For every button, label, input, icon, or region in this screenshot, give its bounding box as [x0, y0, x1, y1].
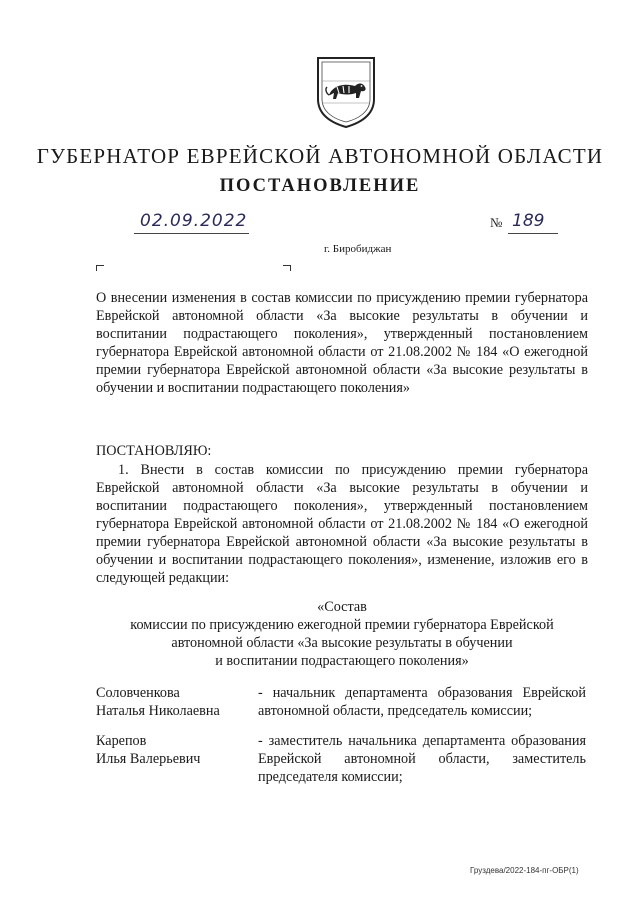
- footer-document-code: Груздева/2022-184-пг-ОБР(1): [470, 866, 579, 875]
- subject-corner-right: [283, 265, 291, 271]
- subject-corner-left: [96, 265, 104, 271]
- issuer-title: ГУБЕРНАТОР ЕВРЕЙСКОЙ АВТОНОМНОЙ ОБЛАСТИ: [36, 144, 604, 168]
- number-label: №: [490, 215, 503, 230]
- document-number: 189: [512, 211, 545, 231]
- composition-heading-line: «Состав: [317, 599, 367, 615]
- member-surname: Карепов: [96, 733, 147, 749]
- city: г. Биробиджан: [324, 243, 392, 255]
- composition-heading: [96, 598, 588, 670]
- date-underline: [134, 233, 249, 234]
- member-surname: Соловченкова: [96, 685, 180, 701]
- composition-heading-line: автономной области «За высокие результаты в обучении: [171, 635, 513, 651]
- composition-heading-line: комиссии по присуждению ежегодной премии губернатора Еврейской: [130, 617, 554, 633]
- member-given-name: Наталья Николаевна: [96, 703, 220, 719]
- member-name: [96, 732, 246, 768]
- member-name: [96, 684, 246, 720]
- document-date: 02.09.2022: [140, 211, 248, 231]
- resolve-heading: ПОСТАНОВЛЯЮ:: [96, 443, 212, 459]
- coat-of-arms-emblem: [315, 55, 377, 129]
- document-type: ПОСТАНОВЛЕНИЕ: [219, 176, 421, 196]
- resolution-item-1: 1. Внести в состав комиссии по присуждению премии губернатора Еврейской автономной области «За высокие результаты в обучении и воспитании подрастающего поколения», утвержденный постановлением губернатора Еврейской автономной области от 21.08.2002 № 184 «О ежегодной премии губернатора Еврейской автономной области «За высокие результаты в обучении и воспитании подрастающего поколения», изменение, изложив его в следующей редакции:: [96, 462, 588, 586]
- composition-heading-line: и воспитании подрастающего поколения»: [215, 653, 469, 669]
- number-underline: [508, 233, 558, 234]
- subject-paragraph: О внесении изменения в состав комиссии по присуждению премии губернатора Еврейской автономной области «За высокие результаты в обучении и воспитании подрастающего поколения», утвержденный постановлением губернатора Еврейской автономной области от 21.08.2002 № 184 «О ежегодной премии губернатора Еврейской автономной области «За высокие результаты в обучении и воспитании подрастающего поколения»: [96, 290, 588, 396]
- member-role: - заместитель начальника департамента образования Еврейской автономной области, заместитель председателя комиссии;: [258, 733, 586, 785]
- member-role: - начальник департамента образования Еврейской автономной области, председатель комиссии;: [258, 685, 586, 719]
- member-given-name: Илья Валерьевич: [96, 751, 201, 767]
